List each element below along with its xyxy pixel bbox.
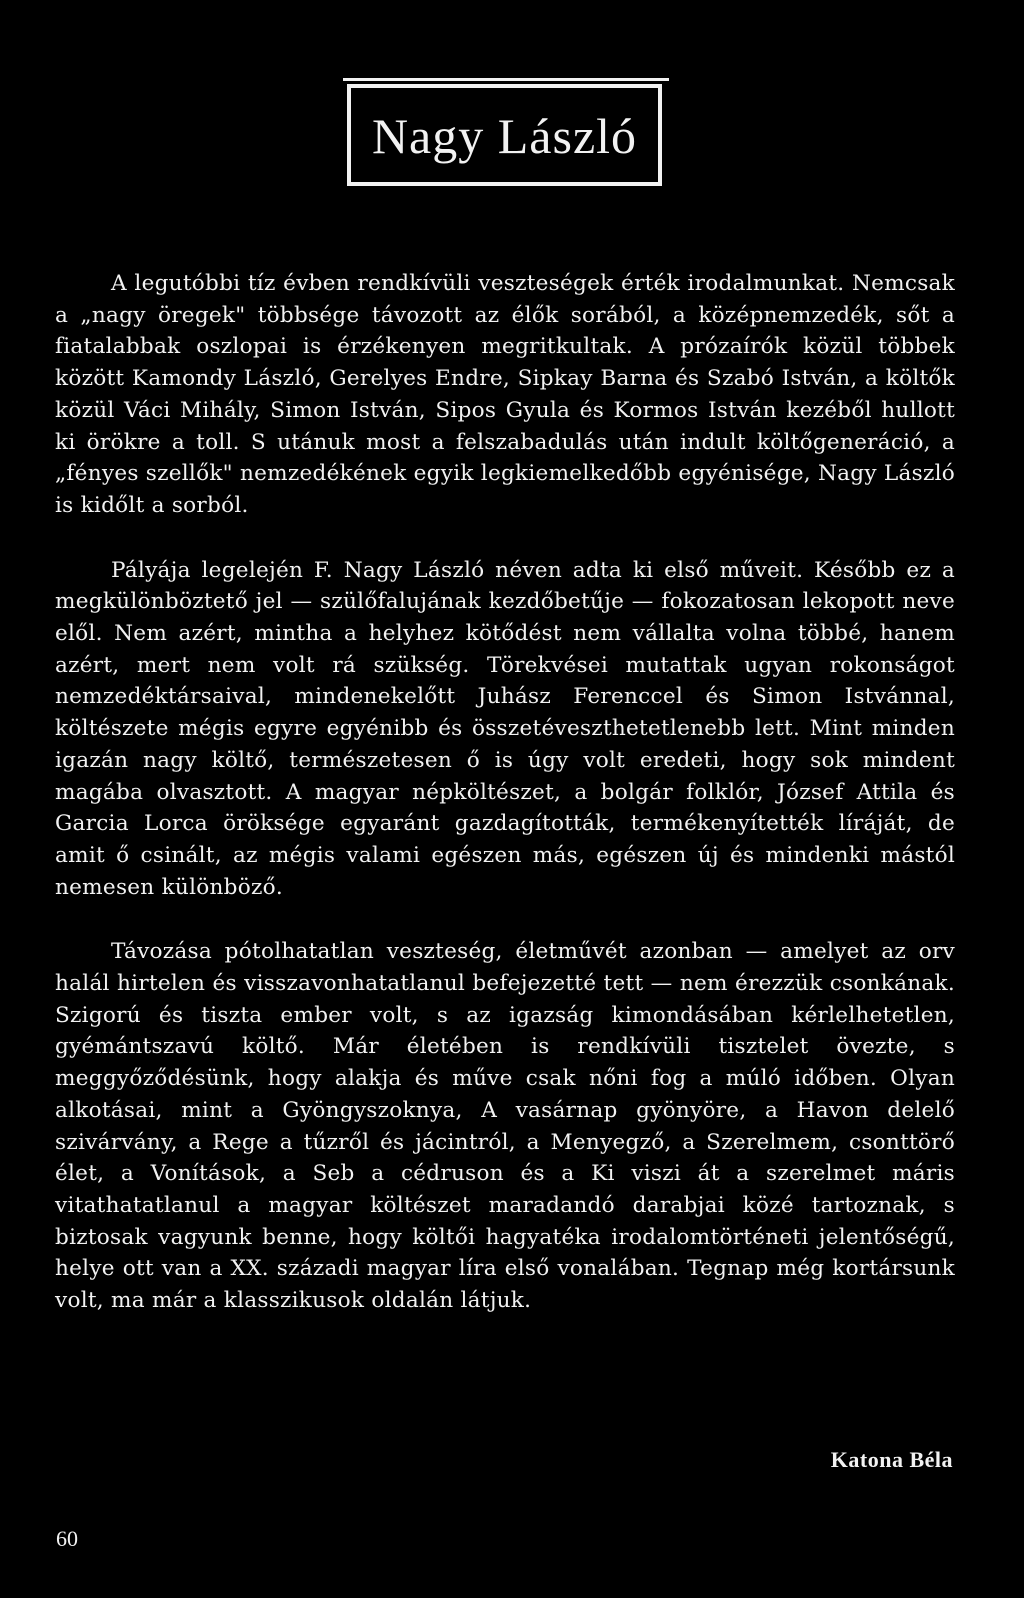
title-top-rule	[343, 78, 669, 81]
paragraph-1: A legutóbbi tíz évben rendkívüli veszteségek érték irodalmunkat. Nemcsak a „nagy öregek" többsége távozott az élők sorából, a középnemzedék, sőt a fiatalabbak oszlopai is érzékenyen megritkultak. A prózaírók közül többek között Kamondy László, Gerelyes Endre, Sipkay Barna és Szabó István, a költők közül Váci Mihály, Simon István, Sipos Gyula és Kormos István kezéből hullott ki örökre a toll. S utánuk most a felszabadulás után indult költőgeneráció, a „fényes szellők" nemzedékének egyik legkiemelkedőbb egyénisége, Nagy László is kidőlt a sorból.	[55, 271, 956, 518]
article-body	[55, 268, 955, 1317]
author-signature: Katona Béla	[830, 1447, 953, 1472]
paragraph-2: Pályája legelején F. Nagy László néven adta ki első műveit. Később ez a megkülönböztető jel — szülőfalujának kezdőbetűje — fokozatosan lekopott neve elől. Nem azért, mintha a helyhez kötődést nem vállalta volna többé, hanem azért, mert nem volt rá szükség. Törekvései mutattak ugyan rokonságot nemzedéktársaival, mindenekelőtt Juhász Ferenccel és Simon Istvánnal, költészete mégis egyre egyénibb és összetéveszthetetlenebb lett. Mint minden igazán nagy költő, természetesen ő is úgy volt eredeti, hogy sok mindent magába olvasztott. A magyar népköltészet, a bolgár folklór, József Attila és Garcia Lorca öröksége egyaránt gazdagították, termékenyítették líráját, de amit ő csinált, az mégis valami egészen más, egészen új és mindenki mástól nemesen különböző.	[55, 557, 955, 900]
page-number: 60	[56, 1526, 78, 1551]
title-frame	[347, 84, 662, 186]
paragraph-3: Távozása pótolhatatlan veszteség, életművét azonban — amelyet az orv halál hirtelen és visszavonhatatlanul befejezetté tett — nem érezzük csonkának. Szigorú és tiszta ember volt, s az igazság kimondásában kérlelhetetlen, gyémántszavú költő. Már életében is rendkívüli tisztelet övezte, s meggyőződésünk, hogy alakja és műve csak nőni fog a múló időben. Olyan alkotásai, mint a Gyöngyszoknya, A vasárnap gyönyöre, a Havon delelő szivárvány, a Rege a tűzről és jácintról, a Menyegző, a Szerelmem, csonttörő élet, a Vonítások, a Seb a cédruson és a Ki viszi át a szerelmet máris vitathatatlanul a magyar költészet maradandó darabjai közé tartoznak, s biztosak vagyunk benne, hogy költői hagyatéka irodalomtörténeti jelentőségű, helye ott van a XX. századi magyar líra első vonalában. Tegnap még kortársunk volt, ma már a klasszikusok oldalán látjuk.	[55, 939, 955, 1314]
article-title: Nagy László	[371, 108, 638, 164]
